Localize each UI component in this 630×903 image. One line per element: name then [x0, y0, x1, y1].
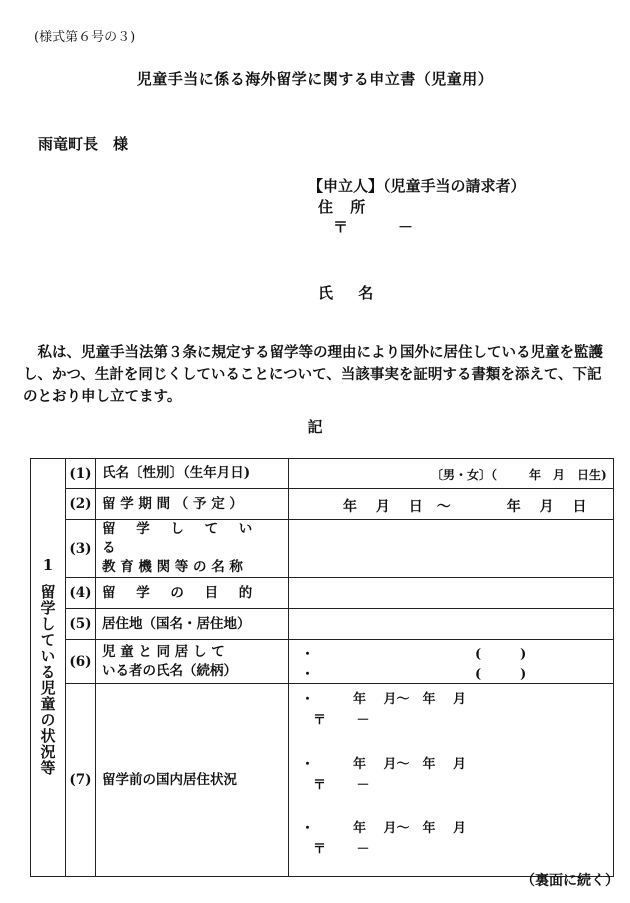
postal-mark: 〒 [333, 218, 349, 236]
prior-residence-field[interactable] [289, 684, 614, 877]
document-title: 児童手当に係る海外留学に関する申立書（児童用） [136, 70, 494, 88]
continue-note: （裏面に続く） [521, 873, 619, 889]
address-label: 住 所 [318, 198, 372, 216]
name-gender-label: 氏名〔性別〕（生年月日) [96, 459, 289, 489]
ki-heading: 記 [307, 418, 323, 436]
institution-label-line1: 留 学 し て い る [102, 521, 261, 556]
section-cell [31, 459, 66, 877]
cohabitant-bullet: ・ [301, 667, 315, 682]
form-number: (様式第６号の３) [34, 30, 136, 45]
name-gender-field[interactable] [289, 459, 614, 489]
prior-residence-postal: 〒 － [313, 842, 370, 857]
table-row [31, 640, 614, 684]
cohabitant-label-line2: いる者の氏名（続柄） [102, 662, 237, 679]
statement-paragraph: 私は、児童手当法第３条に規定する留学等の理由により国外に居住している児童を監護し、かつ、生計を同じくしていることについて、当該事実を証明する書類を添えて、下記のとおり申し立てます。 [23, 344, 603, 405]
row-number: (1) [66, 459, 96, 489]
study-period-label: 留 学 期 間 （ 予 定 ） [96, 489, 289, 520]
cohabitant-field[interactable] [289, 640, 614, 684]
addressee: 雨竜町長 様 [38, 135, 129, 153]
row-number: (5) [66, 609, 96, 640]
section-number: 1 [42, 555, 54, 574]
institution-label-line2: 教 育 機 関 等 の 名 称 [102, 559, 243, 575]
cohabitant-relation: ( ) [475, 667, 527, 682]
purpose-field[interactable] [289, 578, 614, 609]
table-row [31, 578, 614, 609]
prior-residence-postal: 〒 － [313, 713, 370, 728]
row-number: (7) [66, 684, 96, 877]
purpose-label: 留 学 の 目 的 [96, 578, 289, 609]
institution-label [96, 520, 289, 578]
status-table [30, 458, 614, 877]
prior-residence-period: ・ 年 月～ 年 月 [301, 757, 467, 772]
cohabitant-label-line1: 児 童 と 同 居 し て [102, 643, 225, 660]
residence-label: 居住地（国名・居住地） [96, 609, 289, 640]
gender-choice[interactable]: 〔男・女〕（ [431, 468, 498, 482]
postal-dash: － [398, 218, 414, 236]
table-row [31, 489, 614, 520]
study-period-field[interactable] [289, 489, 614, 520]
row-number: (4) [66, 578, 96, 609]
institution-field[interactable] [289, 520, 614, 578]
table-row [31, 459, 614, 489]
cohabitant-relation: ( ) [475, 647, 527, 662]
prior-residence-postal: 〒 － [313, 778, 370, 793]
section-title: 留学している児童の状況等 [38, 583, 57, 776]
cohabitant-label [96, 640, 289, 684]
table-row [31, 684, 614, 877]
birth-date: 年 月 日生) [529, 468, 607, 482]
table-row [31, 520, 614, 578]
residence-field[interactable] [289, 609, 614, 640]
row-number: (2) [66, 489, 96, 520]
row-number: (3) [66, 520, 96, 578]
prior-residence-label: 留学前の国内居住状況 [96, 684, 289, 877]
row-number: (6) [66, 640, 96, 684]
name-label: 氏 名 [318, 284, 384, 302]
study-period-value: 年 月 日 ～ 年 月 日 [343, 499, 587, 515]
applicant-heading: 【申立人】（児童手当の請求者） [308, 177, 526, 195]
cohabitant-bullet: ・ [301, 647, 315, 662]
table-row [31, 609, 614, 640]
prior-residence-period: ・ 年 月～ 年 月 [301, 821, 467, 836]
prior-residence-period: ・ 年 月～ 年 月 [301, 692, 467, 707]
